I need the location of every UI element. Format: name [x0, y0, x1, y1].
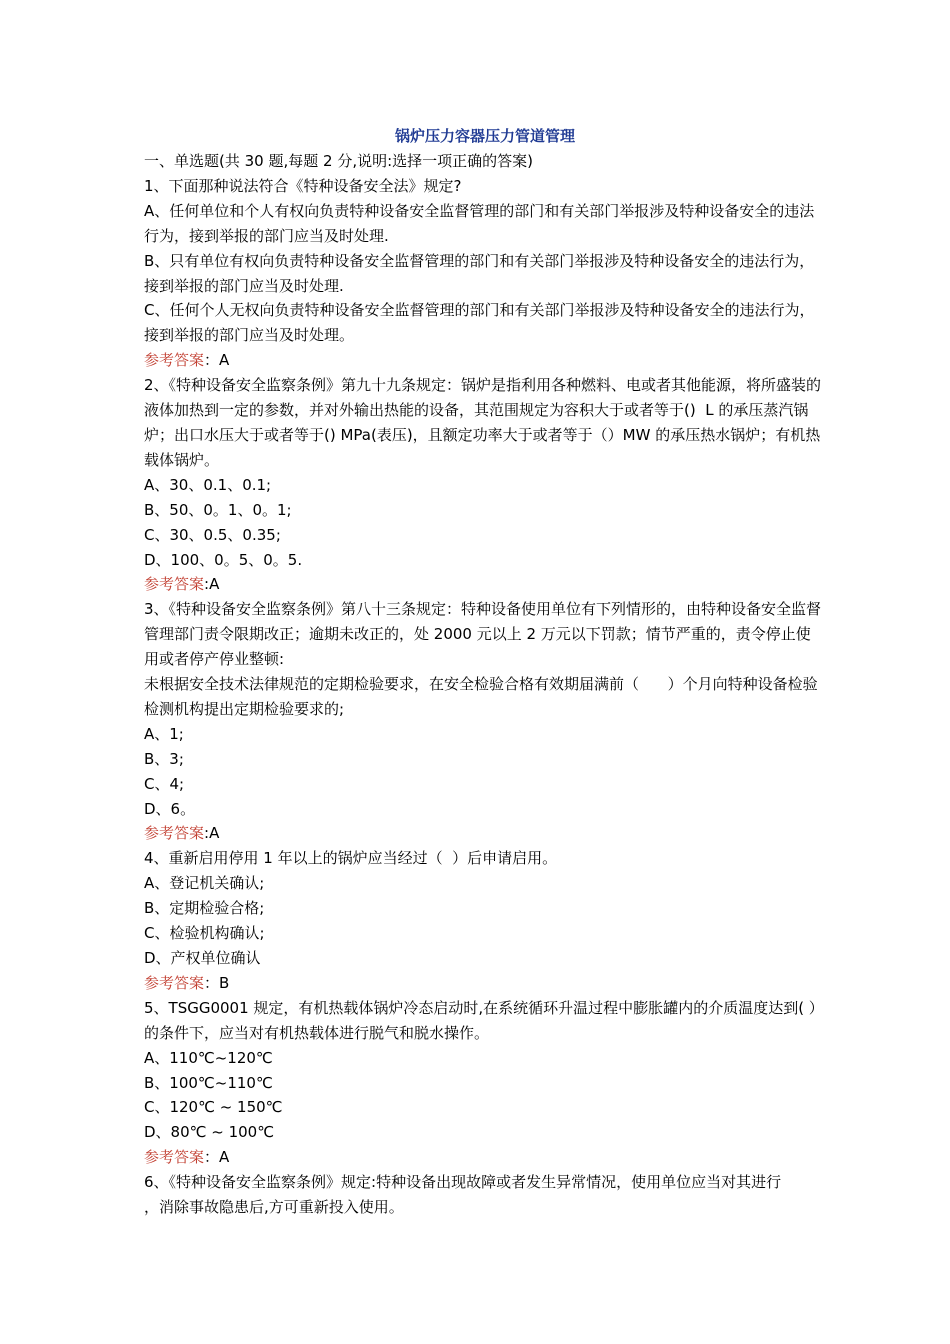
question-5 [144, 996, 824, 1170]
option-a: A、登记机关确认; [144, 874, 265, 893]
document-page [144, 124, 824, 1220]
answer-label: 参考答案 [144, 973, 205, 992]
question-3 [144, 597, 824, 846]
option-d: D、产权单位确认 [144, 949, 261, 967]
answer-value: :A [204, 824, 220, 843]
option-b: B、定期检验合格; [144, 899, 265, 918]
option-c: C、检验机构确认; [144, 924, 265, 943]
option-a: A、30、0.1、0.1; [144, 475, 272, 494]
option-b: B、3; [144, 749, 184, 768]
answer-value: ：A [204, 1148, 230, 1167]
question-stem-part-1: 6、《特种设备安全监察条例》规定:特种设备出现故障或者发生异常情况，使用单位应当对其进行 [144, 1173, 782, 1192]
question-4 [144, 846, 824, 995]
option-c: C、120℃ ~ 150℃ [144, 1098, 283, 1117]
answer-value: ：A [204, 351, 230, 370]
option-b: B、50、0。1、0。1; [144, 500, 292, 519]
option-a: A、1; [144, 724, 184, 743]
option-c: C、4; [144, 774, 185, 793]
reference-answer [144, 821, 824, 846]
question-stem: 4、重新启用停用 1 年以上的锅炉应当经过（ ）后申请启用。 [144, 849, 558, 868]
question-1 [144, 174, 824, 373]
question-stem: 2、《特种设备安全监察条例》第九十九条规定：锅炉是指利用各种燃料、电或者其他能源，将所盛装的液体加热到一定的参数，并对外输出热能的设备，其范围规定为容积大于或者等于() L 的承压蒸汽锅炉；出口水压大于或者等于() MPa(表压)，且额定功率大于或者等于（）MW 的承压热水锅炉；有机热载体锅炉。 [144, 376, 822, 469]
reference-answer [144, 348, 824, 373]
option-d: D、80℃ ~ 100℃ [144, 1123, 275, 1142]
question-stem: 5、TSGG0001 规定，有机热载体锅炉冷态启动时,在系统循环升温过程中膨胀罐内的介质温度达到( ）的条件下，应当对有机热载体进行脱气和脱水操作。 [144, 998, 824, 1042]
question-6 [144, 1170, 824, 1220]
option-b: B、100℃~110℃ [144, 1073, 273, 1092]
option-a: A、110℃~120℃ [144, 1048, 273, 1067]
answer-value: :A [204, 575, 220, 594]
option-c: C、30、0.5、0.35; [144, 525, 281, 544]
answer-value: ：B [204, 973, 230, 992]
reference-answer [144, 1145, 824, 1170]
answer-label: 参考答案 [144, 575, 205, 594]
option-b: B、只有单位有权向负责特种设备安全监督管理的部门和有关部门举报涉及特种设备安全的违法行为，接到举报的部门应当及时处理. [144, 251, 815, 295]
option-d: D、6。 [144, 799, 196, 818]
question-2 [144, 373, 824, 597]
question-stem: 1、下面那种说法符合《特种设备安全法》规定? [144, 176, 462, 195]
reference-answer [144, 572, 824, 597]
answer-label: 参考答案 [144, 351, 205, 370]
answer-label: 参考答案 [144, 824, 205, 843]
question-stem [144, 1170, 824, 1220]
reference-answer [144, 971, 824, 996]
question-stem-continued: 未根据安全技术法律规范的定期检验要求，在安全检验合格有效期届满前（ ）个月向特种设备检验检测机构提出定期检验要求的; [144, 675, 818, 718]
question-stem-part-2: ，消除事故隐患后,方可重新投入使用。 [144, 1198, 404, 1217]
document-title: 锅炉压力容器压力管道管理 [394, 127, 575, 145]
question-stem: 3、《特种设备安全监察条例》第八十三条规定：特种设备使用单位有下列情形的，由特种设备安全监督管理部门责令限期改正；逾期未改正的，处 2000 元以上 2 万元以下罚款；情节严重的，责令停止使用或者停产停业整顿: [144, 600, 822, 669]
section-heading: 一、单选题(共 30 题,每题 2 分,说明:选择一项正确的答案) [144, 152, 533, 170]
option-a: A、任何单位和个人有权向负责特种设备安全监督管理的部门和有关部门举报涉及特种设备安全的违法行为，接到举报的部门应当及时处理. [144, 201, 815, 245]
option-d: D、100、0。5、0。5. [144, 550, 303, 569]
answer-label: 参考答案 [144, 1148, 205, 1167]
option-c: C、任何个人无权向负责特种设备安全监督管理的部门和有关部门举报涉及特种设备安全的违法行为，接到举报的部门应当及时处理。 [144, 301, 815, 345]
